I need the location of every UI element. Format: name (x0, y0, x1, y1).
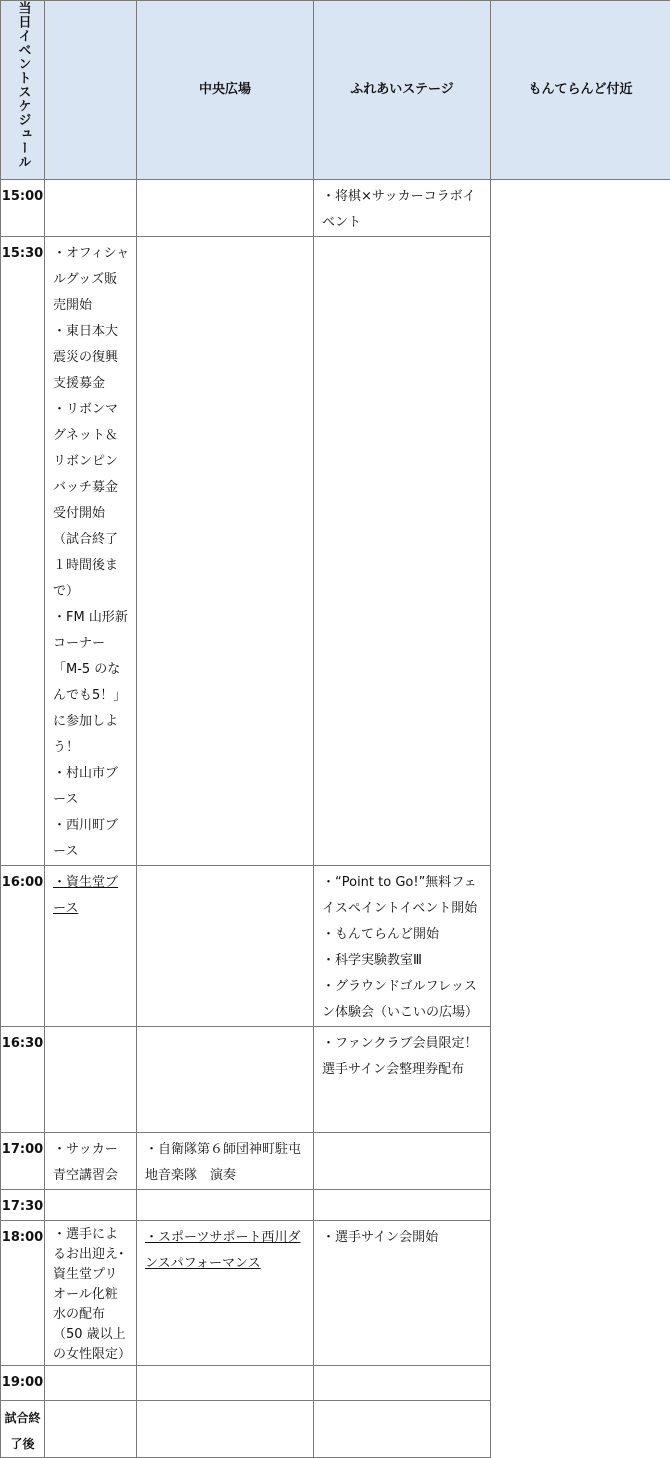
stage-cell (137, 180, 314, 237)
time-cell: 16:30 (1, 1027, 45, 1133)
chuo-cell (45, 866, 137, 1027)
time-cell: 18:00 (1, 1221, 45, 1366)
table-row (1, 1366, 670, 1401)
list-item: ・もんてらんど開始 (322, 922, 484, 948)
table-row (1, 237, 670, 866)
chuo-cell (45, 1133, 137, 1190)
header-monterando: もんてらんど付近 (491, 1, 670, 180)
header-fureai-stage: ふれあいステージ (314, 1, 491, 180)
chuo-cell (45, 1027, 137, 1133)
table-row (1, 1133, 670, 1190)
monte-cell (314, 866, 491, 1027)
chuo-cell (45, 1221, 137, 1366)
list-item: ・グラウンドゴルフレッスン体験会（いこいの広場） (322, 974, 484, 1026)
list-item: （試合終了１時間後まで） (53, 527, 130, 605)
list-item: ・リボンマグネット＆リボンピンバッチ募金受付開始 (53, 397, 130, 527)
monte-cell (314, 180, 491, 237)
table-row (1, 180, 670, 237)
time-cell: 16:00 (1, 866, 45, 1027)
list-item: ・オフィシャルグッズ販売開始 (53, 241, 130, 319)
shiseido-booth-link[interactable]: ・資生堂ブース (53, 870, 130, 922)
list-item: ・科学実験教室Ⅲ (322, 948, 484, 974)
table-row (1, 1027, 670, 1133)
list-item: ・サッカー青空講習会 (53, 1137, 130, 1189)
chuo-cell (45, 1190, 137, 1221)
table-row (1, 866, 670, 1027)
side-label-cell (1, 1, 45, 180)
list-item: ・東日本大震災の復興支援募金 (53, 319, 130, 397)
monte-cell (314, 1401, 491, 1458)
header-row (1, 1, 670, 180)
stage-cell (137, 1190, 314, 1221)
chuo-cell (45, 237, 137, 866)
stage-cell (137, 1027, 314, 1133)
header-corner (45, 1, 137, 180)
time-cell: 19:00 (1, 1366, 45, 1401)
time-cell: 試合終了後 (1, 1401, 45, 1458)
list-item: ・FM 山形新コーナー「M-5 のなんでも5！」に参加しよう！ (53, 605, 130, 761)
list-item: ・将棋×サッカーコラボイベント (322, 184, 484, 236)
side-label: 当日イベントスケジュール (10, 1, 36, 169)
monte-cell (314, 237, 491, 866)
stage-cell (137, 1401, 314, 1458)
time-cell: 15:30 (1, 237, 45, 866)
stage-cell (137, 866, 314, 1027)
list-item: ・自衛隊第６師団神町駐屯地音楽隊 演奏 (145, 1137, 307, 1189)
list-item: ・選手サイン会開始 (322, 1225, 484, 1251)
header-chuo-hiroba: 中央広場 (137, 1, 314, 180)
list-item: ・西川町ブース (53, 813, 130, 865)
table-row (1, 1221, 670, 1366)
list-item: ・村山市ブース (53, 761, 130, 813)
sports-support-link[interactable]: ・スポーツサポート西川ダンスパフォーマンス (145, 1225, 307, 1277)
list-item: ・“Point to Go!”無料フェイスペイントイベント開始 (322, 870, 484, 922)
monte-cell (314, 1027, 491, 1133)
table-row (1, 1401, 670, 1458)
stage-cell (137, 1366, 314, 1401)
list-item: ・選手によるお出迎え･資生堂プリオール化粧水の配布（50 歳以上の女性限定） (53, 1225, 130, 1365)
monte-cell (314, 1221, 491, 1366)
monte-cell (314, 1366, 491, 1401)
chuo-cell (45, 180, 137, 237)
time-cell: 17:00 (1, 1133, 45, 1190)
stage-cell (137, 1133, 314, 1190)
time-cell: 17:30 (1, 1190, 45, 1221)
chuo-cell (45, 1366, 137, 1401)
monte-cell (314, 1133, 491, 1190)
stage-cell (137, 237, 314, 866)
time-cell: 15:00 (1, 180, 45, 237)
monte-cell (314, 1190, 491, 1221)
list-item: ・ファンクラブ会員限定！選手サイン会整理券配布 (322, 1031, 484, 1083)
chuo-cell (45, 1401, 137, 1458)
stage-cell (137, 1221, 314, 1366)
table-row (1, 1190, 670, 1221)
